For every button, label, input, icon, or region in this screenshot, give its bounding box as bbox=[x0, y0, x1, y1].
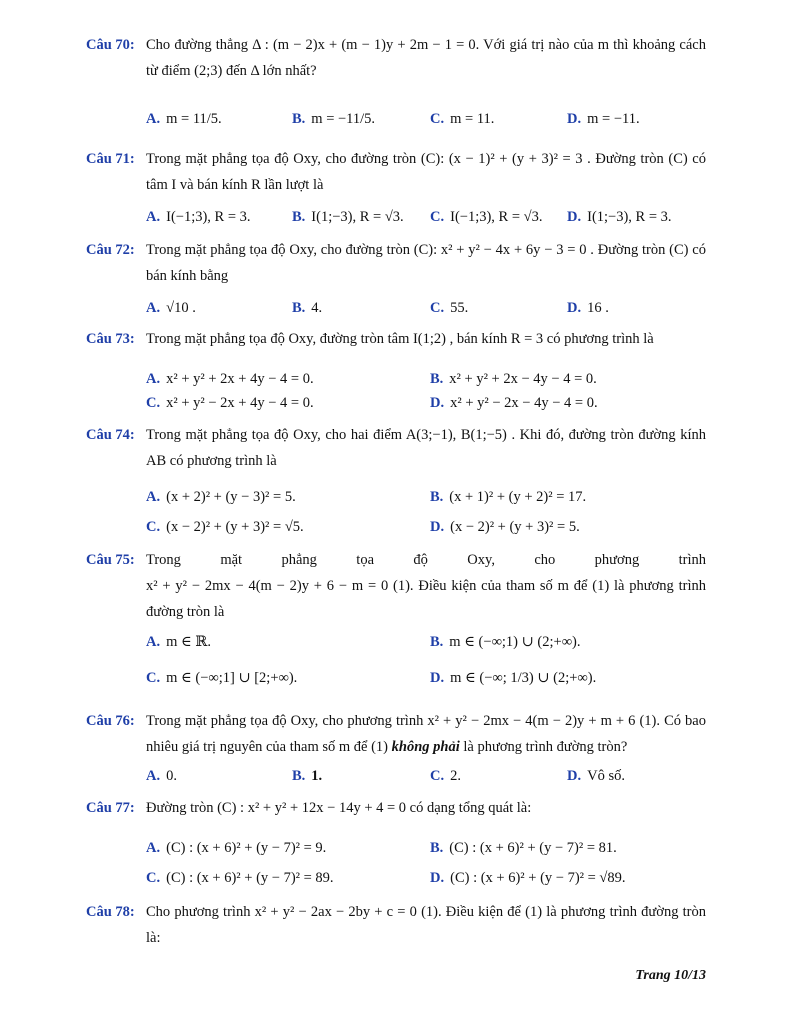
question-label: Câu 70: bbox=[86, 37, 135, 53]
option-d[interactable]: D. m ∈ (−∞; 1/3) ∪ (2;+∞). bbox=[430, 670, 597, 686]
option-a[interactable]: A. (x + 2)² + (y − 3)² = 5. bbox=[146, 489, 296, 505]
answer-options-73-row1 bbox=[146, 368, 706, 390]
answer-options-74-row2 bbox=[146, 516, 706, 538]
question-label: Câu 72: bbox=[86, 242, 135, 258]
option-b[interactable]: B. (C) : (x + 6)² + (y − 7)² = 81. bbox=[430, 840, 617, 856]
option-a[interactable]: A. m ∈ ℝ. bbox=[146, 634, 212, 650]
page-number: Trang 10/13 bbox=[635, 968, 706, 983]
question-73 bbox=[86, 326, 706, 352]
option-c[interactable]: C. (C) : (x + 6)² + (y − 7)² = 89. bbox=[146, 870, 334, 886]
question-76 bbox=[86, 708, 706, 760]
question-label: Câu 75: bbox=[86, 552, 135, 568]
option-b[interactable]: B. 1. bbox=[292, 768, 323, 784]
answer-options-76 bbox=[146, 765, 706, 787]
option-b[interactable]: B. (x + 1)² + (y + 2)² = 17. bbox=[430, 489, 587, 505]
question-75 bbox=[86, 547, 706, 625]
question-74 bbox=[86, 422, 706, 474]
question-label: Câu 77: bbox=[86, 800, 135, 816]
question-text: Trong mặt phẳng tọa độ Oxy, cho hai điểm A(3;−1), B(1;−5) . Khi đó, đường tròn đường kính AB có phương trình là bbox=[146, 427, 706, 469]
option-c[interactable]: C. 55. bbox=[430, 300, 469, 316]
option-d[interactable]: D. m = −11. bbox=[567, 111, 640, 127]
option-c[interactable]: C. x² + y² − 2x + 4y − 4 = 0. bbox=[146, 395, 314, 411]
option-a[interactable]: A. √10 . bbox=[146, 300, 196, 316]
option-d[interactable]: D. (C) : (x + 6)² + (y − 7)² = √89. bbox=[430, 870, 626, 886]
answer-options-71 bbox=[146, 206, 706, 228]
question-72 bbox=[86, 237, 706, 289]
option-c[interactable]: C. I(−1;3), R = √3. bbox=[430, 209, 543, 225]
option-c[interactable]: C. (x − 2)² + (y + 3)² = √5. bbox=[146, 519, 304, 535]
option-b[interactable]: B. I(1;−3), R = √3. bbox=[292, 209, 404, 225]
option-d[interactable]: D. (x − 2)² + (y + 3)² = 5. bbox=[430, 519, 580, 535]
option-a[interactable]: A. I(−1;3), R = 3. bbox=[146, 209, 251, 225]
question-text: Trong mặt phẳng tọa độ Oxy, cho phương trình x² + y² − 2mx − 4(m − 2)y + m + 6 (1). Có bao nhiêu giá trị nguyên của tham số m để (1) không phải là phương trình đường tròn? bbox=[146, 713, 706, 755]
option-b[interactable]: B. m = −11/5. bbox=[292, 111, 376, 127]
option-a[interactable]: A. x² + y² + 2x + 4y − 4 = 0. bbox=[146, 371, 314, 387]
option-b[interactable]: B. m ∈ (−∞;1) ∪ (2;+∞). bbox=[430, 634, 581, 650]
emphasis-text: không phải bbox=[391, 739, 460, 755]
option-b[interactable]: B. 4. bbox=[292, 300, 323, 316]
question-text: Trong mặt phẳng tọa độ Oxy, cho phương trình bbox=[146, 552, 706, 568]
question-77 bbox=[86, 795, 706, 821]
question-label: Câu 74: bbox=[86, 427, 135, 443]
answer-options-77-row1 bbox=[146, 837, 706, 859]
option-c[interactable]: C. m = 11. bbox=[430, 111, 495, 127]
question-text: Trong mặt phẳng tọa độ Oxy, đường tròn tâm I(1;2) , bán kính R = 3 có phương trình là bbox=[146, 331, 654, 347]
option-c[interactable]: C. 2. bbox=[430, 768, 461, 784]
answer-options-72 bbox=[146, 297, 706, 319]
question-text: Trong mặt phẳng tọa độ Oxy, cho đường tròn (C): (x − 1)² + (y + 3)² = 3 . Đường tròn (C) có tâm I và bán kính R lần lượt là bbox=[146, 151, 706, 193]
question-label: Câu 76: bbox=[86, 713, 135, 729]
option-d[interactable]: D. 16 . bbox=[567, 300, 609, 316]
question-text: Cho phương trình x² + y² − 2ax − 2by + c = 0 (1). Điều kiện để (1) là phương trình đường tròn là: bbox=[146, 904, 706, 946]
option-a[interactable]: A. m = 11/5. bbox=[146, 111, 222, 127]
option-b[interactable]: B. x² + y² + 2x − 4y − 4 = 0. bbox=[430, 371, 597, 387]
answer-options-74-row1 bbox=[146, 486, 706, 508]
option-c[interactable]: C. m ∈ (−∞;1] ∪ [2;+∞). bbox=[146, 670, 298, 686]
answer-options-75-row2 bbox=[146, 667, 706, 689]
answer-options-70 bbox=[146, 108, 706, 130]
question-text: Trong mặt phẳng tọa độ Oxy, cho đường tròn (C): x² + y² − 4x + 6y − 3 = 0 . Đường tròn (C) có bán kính bằng bbox=[146, 242, 706, 284]
option-a[interactable]: A. (C) : (x + 6)² + (y − 7)² = 9. bbox=[146, 840, 327, 856]
option-d[interactable]: D. I(1;−3), R = 3. bbox=[567, 209, 672, 225]
question-label: Câu 73: bbox=[86, 331, 135, 347]
question-70 bbox=[86, 32, 706, 84]
question-text: Cho đường thẳng Δ : (m − 2)x + (m − 1)y + 2m − 1 = 0. Với giá trị nào của m thì khoảng cách từ điểm (2;3) đến Δ lớn nhất? bbox=[146, 37, 706, 79]
option-a[interactable]: A. 0. bbox=[146, 768, 177, 784]
question-78 bbox=[86, 899, 706, 951]
answer-options-75-row1 bbox=[146, 631, 706, 653]
question-text: Đường tròn (C) : x² + y² + 12x − 14y + 4 = 0 có dạng tổng quát là: bbox=[146, 800, 532, 816]
option-d[interactable]: D. Vô số. bbox=[567, 768, 625, 784]
option-d[interactable]: D. x² + y² − 2x − 4y − 4 = 0. bbox=[430, 395, 598, 411]
question-label: Câu 71: bbox=[86, 151, 135, 167]
question-label: Câu 78: bbox=[86, 904, 135, 920]
answer-options-73-row2 bbox=[146, 392, 706, 414]
question-71 bbox=[86, 146, 706, 198]
question-text-continued: x² + y² − 2mx − 4(m − 2)y + 6 − m = 0 (1). Điều kiện của tham số m để (1) là phương trình đường tròn là bbox=[146, 578, 706, 620]
answer-options-77-row2 bbox=[146, 867, 706, 889]
